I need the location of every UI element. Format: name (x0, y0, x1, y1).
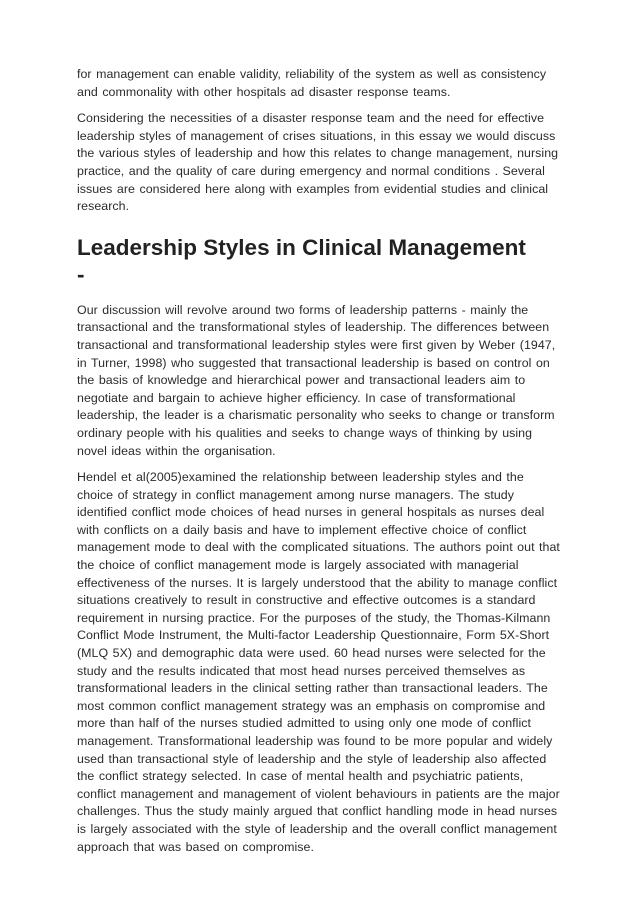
intro-paragraph-1: for management can enable validity, reliability of the system as well as consistency and commonality with other hospitals ad disaster response teams. (77, 67, 547, 99)
section-heading-title: Leadership Styles in Clinical Management (77, 234, 526, 260)
section-heading (77, 234, 561, 288)
intro-paragraph-2: Considering the necessities of a disaster response team and the need for effective leadership styles of management of crises situations, in this essay we would discuss the various styles of leadership and how this relates to change management, nursing practice, and the quality of care during emergency and normal conditions . Several issues are considered here along with examples from evidential studies and clinical research. (77, 111, 559, 214)
body-paragraph-1: Our discussion will revolve around two forms of leadership patterns - mainly the transactional and the transformational styles of leadership. The differences between transactional and transformational leadership styles were first given by Weber (1947, in Turner, 1998) who suggested that transactional leadership is based on control on the basis of knowledge and hierarchical power and transactional leaders aim to negotiate and bargain to achieve higher efficiency. In case of transformational leadership, the leader is a charismatic personality who seeks to change or transform ordinary people with his qualities and seeks to change ways of thinking by using novel ideas within the organisation. (77, 302, 556, 458)
section-heading-dash: - (77, 261, 85, 287)
body-paragraph-2: Hendel et al(2005)examined the relationship between leadership styles and the choice of strategy in conflict management among nurse managers. The study identified conflict mode choices of head nurses in general hospitals as nurses deal with conflicts on a daily basis and have to implement effective choice of conflict management mode to deal with the complicated situations. The authors point out that the choice of conflict management mode is largely associated with managerial effectiveness of the nurses. It is largely understood that the ability to manage conflict situations creatively to result in constructive and effective outcomes is a standard requirement in nursing practice. For the purposes of the study, the Thomas-Kilmann Conflict Mode Instrument, the Multi-factor Leadership Questionnaire, Form 5X-Short (MLQ 5X) and demographic data were used. 60 head nurses were selected for the study and the results indicated that most head nurses perceived themselves as transformational leaders in the clinical setting rather than transactional leaders. The most common conflict management strategy was an emphasis on compromise and more than half of the nurses studied admitted to using only one mode of conflict management. Transformational leadership was found to be more popular and widely used than transactional style of leadership and the style of leadership also affected the conflict strategy selected. In case of mental health and psychiatric patients, conflict management and management of violent behaviours in patients are the major challenges. Thus the study mainly argued that conflict handling mode in head nurses is largely associated with the style of leadership and the overall conflict management approach that was based on compromise. (77, 470, 560, 854)
document-page (77, 66, 561, 865)
